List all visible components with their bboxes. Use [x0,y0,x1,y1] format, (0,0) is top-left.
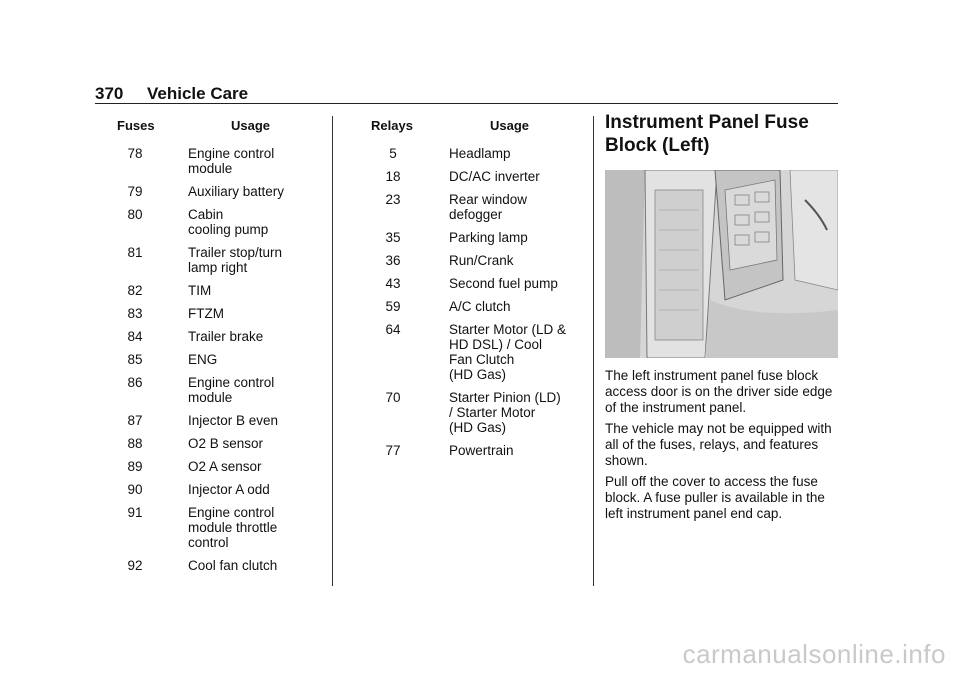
row-usage [188,245,282,275]
fuse-block-illustration-icon [605,170,838,358]
row-number: 85 [127,352,143,367]
row-usage [188,283,211,298]
row-number: 88 [127,436,143,451]
section-paragraph-2: The vehicle may not be equipped with all of the fuses, relays, and features shown. [605,421,832,468]
row-usage [449,276,558,291]
fuses-row [95,375,274,405]
relays-table [355,118,585,588]
usage-line: DC/AC inverter [449,169,540,184]
usage-line: Headlamp [449,146,511,161]
usage-line: module [188,161,233,176]
row-usage [188,352,217,367]
usage-line: (HD Gas) [449,420,506,435]
row-number: 91 [127,505,143,520]
row-usage [188,146,274,176]
usage-line: defogger [449,207,503,222]
section-name: Vehicle Care [147,84,249,103]
row-usage [188,482,270,497]
row-usage [188,413,278,428]
usage-line: Engine control [188,505,275,520]
fuses-row [95,413,278,428]
usage-line: Starter Motor (LD & [449,322,567,337]
usage-line: Engine control [188,146,275,161]
usage-line: Cabin [188,207,224,222]
usage-line: Injector B even [188,413,279,428]
usage-line: Cool fan clutch [188,558,278,573]
relays-row [355,443,514,458]
fuses-row [95,352,217,367]
row-number: 83 [127,306,143,321]
relays-row [355,253,514,268]
watermark: carmanualsonline.info [682,639,946,669]
relays-col-header: Relays [371,118,413,133]
relays-row [355,322,566,382]
row-number: 79 [127,184,143,199]
usage-line: Engine control [188,375,275,390]
usage-line: Powertrain [449,443,514,458]
column-divider-1 [332,116,333,586]
page-number: 370 [95,84,124,103]
row-usage [188,329,263,344]
usage-line: Injector A odd [188,482,270,497]
row-usage [449,322,566,382]
row-usage [188,375,274,405]
row-number: 23 [385,192,401,207]
row-number: 35 [385,230,401,245]
usage-line: / Starter Motor [449,405,536,420]
usage-line: Run/Crank [449,253,514,268]
fuses-row [95,482,270,497]
usage-line: FTZM [188,306,224,321]
row-usage [449,192,527,222]
usage-line: HD DSL) / Cool [449,337,543,352]
row-number: 77 [385,443,401,458]
row-number: 18 [385,169,401,184]
usage-line: O2 A sensor [188,459,262,474]
row-number: 86 [127,375,143,390]
row-usage [449,253,514,268]
fuses-row [95,459,262,474]
row-number: 5 [389,146,397,161]
usage-line: control [188,535,229,550]
relays-row [355,230,528,245]
usage-line: Trailer brake [188,329,264,344]
row-usage [188,459,262,474]
row-usage [188,207,268,237]
usage-line: Parking lamp [449,230,528,245]
row-number: 84 [127,329,143,344]
row-usage [188,306,224,321]
row-number: 64 [385,322,401,337]
usage-line: Fan Clutch [449,352,515,367]
usage-line: Rear window [449,192,528,207]
usage-line: TIM [188,283,212,298]
row-number: 81 [127,245,143,260]
fuses-row [95,245,282,275]
row-usage [449,169,540,184]
relays-row [355,192,527,222]
page-header [95,84,248,104]
row-number: 36 [385,253,401,268]
section-paragraph-3: Pull off the cover to access the fuse block. A fuse puller is available in the left instrument panel end cap. [605,474,825,521]
fuses-row [95,283,211,298]
relays-usage-header: Usage [490,118,530,133]
fuses-col-header: Fuses [117,118,155,133]
usage-line: Auxiliary battery [188,184,285,199]
usage-line: module [188,390,233,405]
relays-row [355,390,561,435]
row-number: 59 [385,299,401,314]
usage-line: O2 B sensor [188,436,264,451]
usage-line: Starter Pinion (LD) [449,390,561,405]
relays-row [355,169,540,184]
row-usage [449,299,511,314]
fuses-row [95,329,263,344]
usage-line: A/C clutch [449,299,511,314]
row-number: 80 [127,207,143,222]
row-usage [188,558,277,573]
row-number: 70 [385,390,401,405]
fuses-usage-header: Usage [231,118,271,133]
row-usage [188,505,277,550]
row-number: 87 [127,413,143,428]
row-number: 78 [127,146,143,161]
relays-row [355,299,511,314]
row-number: 90 [127,482,143,497]
row-number: 92 [127,558,143,573]
header-rule [95,103,838,104]
row-usage [449,443,514,458]
column-divider-2 [593,116,594,586]
row-number: 82 [127,283,143,298]
fuses-row [95,306,224,321]
fuses-row [95,146,274,176]
usage-line: Second fuel pump [449,276,558,291]
usage-line: lamp right [188,260,248,275]
fuses-row [95,436,263,451]
relays-row [355,276,558,291]
fuses-row [95,558,277,573]
row-usage [449,390,561,435]
fuses-row [95,505,277,550]
usage-line: ENG [188,352,218,367]
usage-line: cooling pump [188,222,269,237]
row-usage [449,230,528,245]
fuse-block-photo [605,170,838,358]
usage-line: Trailer stop/turn [188,245,283,260]
fuses-row [95,184,284,199]
fuses-table [95,118,325,588]
section-title: Instrument Panel Fuse Block (Left) [605,112,809,156]
relays-row [355,146,511,161]
row-usage [188,436,263,451]
row-usage [449,146,511,161]
row-number: 89 [127,459,143,474]
row-usage [188,184,284,199]
usage-line: module throttle [188,520,278,535]
row-number: 43 [385,276,401,291]
usage-line: (HD Gas) [449,367,506,382]
fuses-row [95,207,268,237]
section-paragraph-1: The left instrument panel fuse block access door is on the driver side edge of the instrument panel. [605,368,833,415]
